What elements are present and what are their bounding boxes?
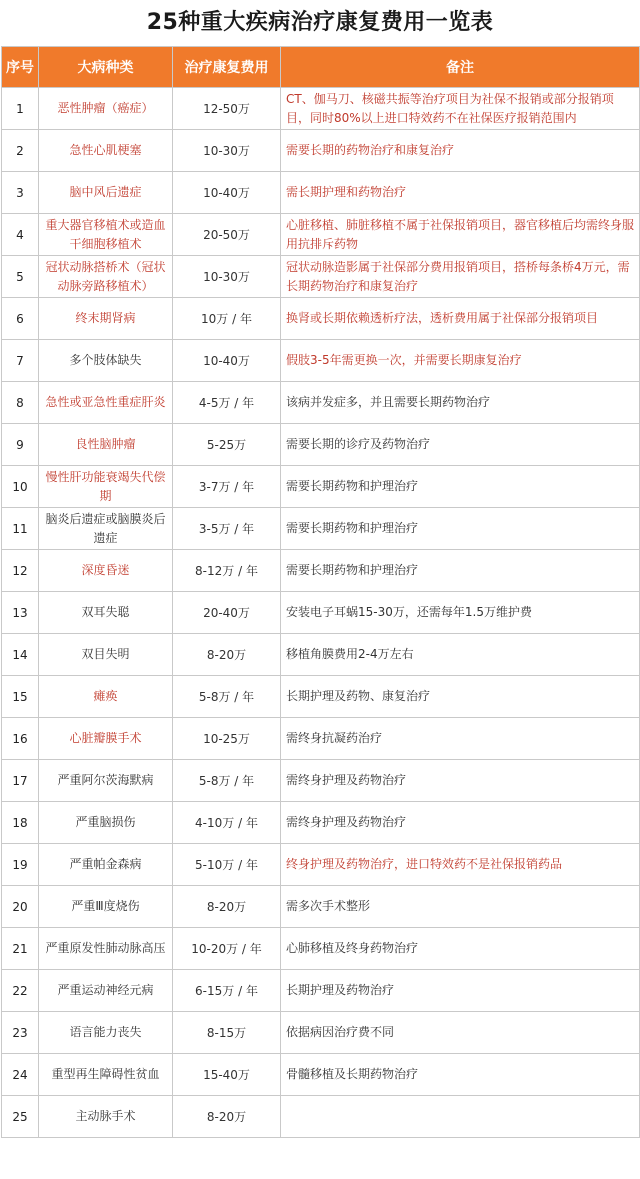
row-cost: 10-25万 (173, 718, 281, 760)
table-row (2, 214, 640, 256)
table-row (2, 592, 640, 634)
row-note: 心肺移植及终身药物治疗 (281, 928, 640, 970)
table-row (2, 1096, 640, 1138)
row-note: 冠状动脉造影属于社保部分费用报销项目，搭桥每条桥4万元，需长期药物治疗和康复治疗 (281, 256, 640, 298)
row-cost: 10-40万 (173, 340, 281, 382)
row-index: 23 (2, 1012, 39, 1054)
row-cost: 10万 / 年 (173, 298, 281, 340)
row-note: 换肾或长期依赖透析疗法，透析费用属于社保部分报销项目 (281, 298, 640, 340)
row-index: 1 (2, 88, 39, 130)
table-row (2, 970, 640, 1012)
table-header-row (2, 47, 640, 88)
row-cost: 10-20万 / 年 (173, 928, 281, 970)
row-disease-name: 脑中风后遗症 (39, 172, 173, 214)
row-note: 需要长期药物和护理治疗 (281, 550, 640, 592)
table-row (2, 844, 640, 886)
row-index: 11 (2, 508, 39, 550)
row-cost: 20-50万 (173, 214, 281, 256)
row-note: 移植角膜费用2-4万左右 (281, 634, 640, 676)
row-cost: 8-20万 (173, 1096, 281, 1138)
row-index: 19 (2, 844, 39, 886)
header-disease: 大病种类 (39, 47, 173, 88)
table-row (2, 886, 640, 928)
row-cost: 5-25万 (173, 424, 281, 466)
row-cost: 5-8万 / 年 (173, 760, 281, 802)
row-disease-name: 慢性肝功能衰竭失代偿期 (39, 466, 173, 508)
row-index: 18 (2, 802, 39, 844)
row-index: 25 (2, 1096, 39, 1138)
row-note: 该病并发症多，并且需要长期药物治疗 (281, 382, 640, 424)
table-row (2, 256, 640, 298)
row-note: 需要长期的诊疗及药物治疗 (281, 424, 640, 466)
table-row (2, 760, 640, 802)
row-cost: 3-5万 / 年 (173, 508, 281, 550)
table-row (2, 424, 640, 466)
row-cost: 5-10万 / 年 (173, 844, 281, 886)
row-cost: 10-30万 (173, 130, 281, 172)
row-disease-name: 严重脑损伤 (39, 802, 173, 844)
row-note: 依据病因治疗费不同 (281, 1012, 640, 1054)
table-row (2, 340, 640, 382)
row-index: 3 (2, 172, 39, 214)
row-note: 需多次手术整形 (281, 886, 640, 928)
row-index: 4 (2, 214, 39, 256)
row-disease-name: 严重Ⅲ度烧伤 (39, 886, 173, 928)
row-index: 9 (2, 424, 39, 466)
row-note: 需终身护理及药物治疗 (281, 802, 640, 844)
row-index: 16 (2, 718, 39, 760)
table-row (2, 1012, 640, 1054)
row-note: 需终身抗凝药治疗 (281, 718, 640, 760)
row-index: 7 (2, 340, 39, 382)
row-index: 10 (2, 466, 39, 508)
row-cost: 5-8万 / 年 (173, 676, 281, 718)
row-note: 骨髓移植及长期药物治疗 (281, 1054, 640, 1096)
row-disease-name: 双耳失聪 (39, 592, 173, 634)
row-note: 假肢3-5年需更换一次，并需要长期康复治疗 (281, 340, 640, 382)
table-row (2, 718, 640, 760)
table-row (2, 130, 640, 172)
row-disease-name: 急性心肌梗塞 (39, 130, 173, 172)
row-cost: 8-15万 (173, 1012, 281, 1054)
row-note: 心脏移植、肺脏移植不属于社保报销项目，器官移植后均需终身服用抗排斥药物 (281, 214, 640, 256)
table-row (2, 466, 640, 508)
row-note: 需要长期药物和护理治疗 (281, 466, 640, 508)
page-title: 25种重大疾病治疗康复费用一览表 (146, 10, 494, 35)
row-disease-name: 主动脉手术 (39, 1096, 173, 1138)
disease-cost-table (1, 46, 640, 1138)
row-disease-name: 脑炎后遗症或脑膜炎后遗症 (39, 508, 173, 550)
row-note: 长期护理及药物、康复治疗 (281, 676, 640, 718)
header-index: 序号 (2, 47, 39, 88)
row-note: CT、伽马刀、核磁共振等治疗项目为社保不报销或部分报销项目，同时80%以上进口特效药不在社保医疗报销范围内 (281, 88, 640, 130)
row-disease-name: 心脏瓣膜手术 (39, 718, 173, 760)
row-index: 15 (2, 676, 39, 718)
row-cost: 8-20万 (173, 634, 281, 676)
row-cost: 4-10万 / 年 (173, 802, 281, 844)
header-note: 备注 (281, 47, 640, 88)
row-disease-name: 严重运动神经元病 (39, 970, 173, 1012)
table-row (2, 676, 640, 718)
row-index: 13 (2, 592, 39, 634)
row-cost: 15-40万 (173, 1054, 281, 1096)
row-cost: 3-7万 / 年 (173, 466, 281, 508)
row-index: 21 (2, 928, 39, 970)
row-disease-name: 终末期肾病 (39, 298, 173, 340)
row-cost: 12-50万 (173, 88, 281, 130)
row-index: 20 (2, 886, 39, 928)
row-cost: 20-40万 (173, 592, 281, 634)
row-index: 14 (2, 634, 39, 676)
row-disease-name: 恶性肿瘤（癌症） (39, 88, 173, 130)
row-note: 需终身护理及药物治疗 (281, 760, 640, 802)
row-cost: 10-30万 (173, 256, 281, 298)
row-note: 需要长期药物和护理治疗 (281, 508, 640, 550)
row-disease-name: 严重帕金森病 (39, 844, 173, 886)
row-cost: 4-5万 / 年 (173, 382, 281, 424)
table-row (2, 298, 640, 340)
row-index: 8 (2, 382, 39, 424)
row-index: 17 (2, 760, 39, 802)
row-index: 22 (2, 970, 39, 1012)
table-row (2, 1054, 640, 1096)
table-row (2, 802, 640, 844)
table-row (2, 634, 640, 676)
table-row (2, 550, 640, 592)
row-disease-name: 多个肢体缺失 (39, 340, 173, 382)
row-index: 5 (2, 256, 39, 298)
header-cost: 治疗康复费用 (173, 47, 281, 88)
row-disease-name: 严重阿尔茨海默病 (39, 760, 173, 802)
row-index: 6 (2, 298, 39, 340)
table-row (2, 382, 640, 424)
row-cost: 6-15万 / 年 (173, 970, 281, 1012)
row-disease-name: 语言能力丧失 (39, 1012, 173, 1054)
row-cost: 10-40万 (173, 172, 281, 214)
row-note (281, 1096, 640, 1138)
row-note: 长期护理及药物治疗 (281, 970, 640, 1012)
table-row (2, 928, 640, 970)
row-note: 安装电子耳蜗15-30万，还需每年1.5万维护费 (281, 592, 640, 634)
row-note: 需要长期的药物治疗和康复治疗 (281, 130, 640, 172)
row-cost: 8-12万 / 年 (173, 550, 281, 592)
row-index: 2 (2, 130, 39, 172)
row-note: 需长期护理和药物治疗 (281, 172, 640, 214)
table-row (2, 88, 640, 130)
row-disease-name: 冠状动脉搭桥术（冠状动脉旁路移植术） (39, 256, 173, 298)
row-disease-name: 重大器官移植术或造血干细胞移植术 (39, 214, 173, 256)
row-disease-name: 严重原发性肺动脉高压 (39, 928, 173, 970)
row-disease-name: 急性或亚急性重症肝炎 (39, 382, 173, 424)
row-note: 终身护理及药物治疗，进口特效药不是社保报销药品 (281, 844, 640, 886)
row-cost: 8-20万 (173, 886, 281, 928)
table-row (2, 172, 640, 214)
row-disease-name: 双目失明 (39, 634, 173, 676)
row-disease-name: 重型再生障碍性贫血 (39, 1054, 173, 1096)
row-index: 12 (2, 550, 39, 592)
row-disease-name: 良性脑肿瘤 (39, 424, 173, 466)
row-disease-name: 深度昏迷 (39, 550, 173, 592)
row-index: 24 (2, 1054, 39, 1096)
table-row (2, 508, 640, 550)
row-disease-name: 瘫痪 (39, 676, 173, 718)
